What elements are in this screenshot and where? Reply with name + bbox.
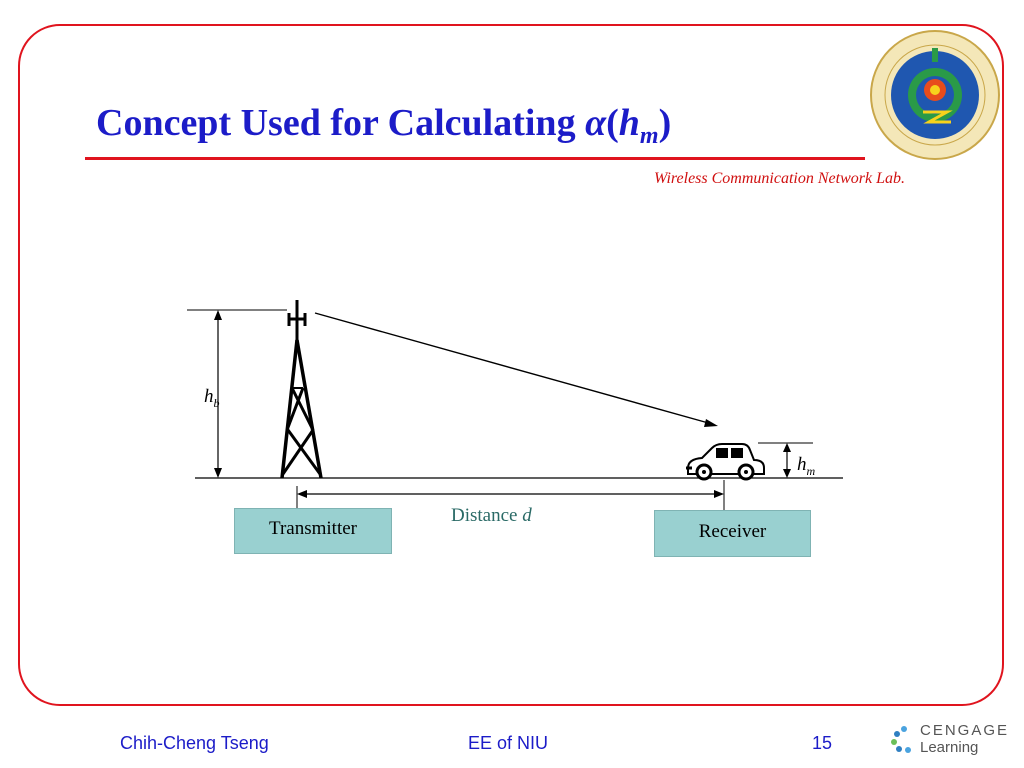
distance-arrowhead-right	[714, 490, 724, 498]
receiver-car-icon	[686, 444, 764, 479]
signal-path-arrow	[315, 313, 712, 424]
title-text: Concept Used for Calculating	[96, 102, 586, 144]
hb-subscript: b	[213, 395, 220, 410]
transmitter-box	[234, 508, 392, 554]
title-subscript: m	[639, 123, 659, 149]
footer-department: EE of NIU	[468, 733, 549, 753]
publisher-name: CENGAGE	[920, 722, 1010, 739]
hb-label	[204, 386, 220, 411]
hb-variable: h	[204, 386, 214, 407]
cengage-learning-logo	[890, 722, 1016, 758]
transmitter-tower-icon	[282, 300, 321, 478]
lab-name: Wireless Communication Network Lab.	[654, 170, 905, 187]
receiver-box	[654, 510, 811, 557]
hb-arrowhead-top	[214, 310, 222, 320]
title-alpha-symbol: α	[585, 102, 607, 144]
hm-variable: h	[797, 454, 807, 475]
transmitter-label: Transmitter	[269, 518, 357, 539]
title-open-paren: (	[606, 102, 619, 144]
distance-variable: d	[522, 505, 532, 526]
signal-arrowhead	[704, 419, 718, 427]
title-h-variable: h	[618, 102, 640, 144]
publisher-subname: Learning	[920, 739, 979, 756]
distance-label	[451, 505, 532, 527]
hm-arrowhead-top	[783, 443, 791, 452]
hb-arrowhead-bottom	[214, 468, 222, 478]
hm-arrowhead-bottom	[783, 469, 791, 478]
cengage-mark-icon	[890, 724, 916, 754]
footer-page-number: 15	[812, 733, 833, 753]
hm-label	[797, 454, 815, 479]
footer-author: Chih-Cheng Tseng	[120, 733, 269, 753]
title-close-paren: )	[658, 102, 672, 144]
hm-subscript: m	[806, 463, 816, 478]
receiver-label: Receiver	[698, 521, 767, 542]
distance-text: Distance	[451, 505, 523, 526]
distance-arrowhead-left	[297, 490, 307, 498]
